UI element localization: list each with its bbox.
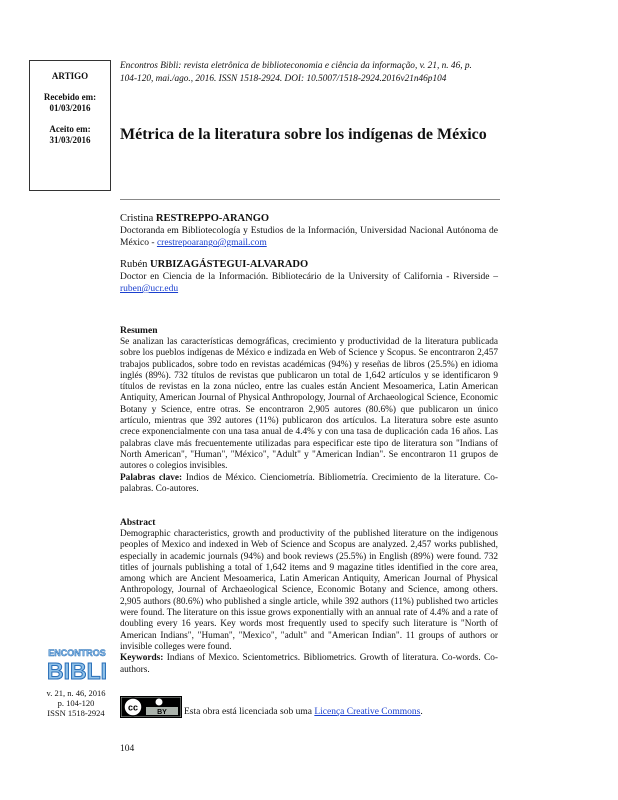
author-affiliation: Doctoranda em Bibliotecología y Estudios de la Información, Universidad Nacional Autónoma de México - crestrepoarango@gmail.com: [120, 226, 498, 248]
resumen-text: Se analizan las características demográficas, crecimiento y productividad de la literatura publicada sobre los pueblos indígenas de México e indizada en Web of Science y Scopus. Se encontraron 2,457 trabajos publicados, sobre todo en revistas académicas (94%) y reseñas de libros (25.5%) en idioma inglés (89%). 732 títulos de revistas que publicaron un total de 1,642 artículos y se identificaron 9 títulos de revistas en la zona núcleo, entre las cuales están Ancient Mesoamerica, Latin American Antiquity, American Journal of Physical Anthropology, Journal of Archaeological Science, Economic Botany y Science, entre otras. Se encontraron 2,905 autores (80.6%) que publicaron un único artículo, mientras que 392 autores (11%) publicaron dos artículos. La literatura sobre este asunto crece exponencialmente con una tasa anual de 4.4% y con una tasa de duplicación cada 16 años. Las palabras clave más frecuentemente utilizadas para especificar este tipo de literatura son "Indians of North American", "Human", "México", "Adult" y "American Indian". Se encontraron 11 grupos de autores o colegios invisibles.: [120, 337, 498, 472]
author-email-link[interactable]: crestrepoarango@gmail.com: [156, 238, 267, 248]
author-name: Rubén URBIZAGÁSTEGUI-ALVARADO: [120, 259, 309, 270]
resumen-keywords: Palabras clave: Indios de México. Cienciometría. Bibliometría. Crecimiento de la literature. Co-palabras. Co-autores.: [120, 472, 498, 494]
cc-icon-text: cc: [127, 702, 139, 713]
cc-by-badge[interactable]: [120, 696, 182, 718]
journal-reference-line2: 104-120, mai./ago., 2016. ISSN 1518-2924. DOI: 10.5007/1518-2924.2016v21n46p104: [120, 74, 447, 84]
received-label: Recebido em:: [43, 92, 97, 102]
journal-issue-info: [28, 688, 124, 718]
abstract-text: Demographic characteristics, growth and productivity of the published literature on the indigenous peoples of Mexico and indexed in Web of Science and Scopus are analyzed. 2,457 works published, especially in academic journals (94%) and book reviews (25.5%) in English (89%) were found. 732 titles of journals publishing a total of 1,642 items and 9 magazine titles identified in the core area, among which are Ancient Mesoamerica, Latin American Antiquity, American Journal of Physical Anthropology, Journal of Archaeological Science, Economic Botany and Science, among others. 2,905 authors (80.6%) who published a single article, while 392 authors (11%) published two articles were found. The literature on this issue grows exponentially with an annual rate of 4.4% and a rate of doubling every 16 years. Key words most frequently used to specify such literature is "North of American Indians", "Human", "Mexico", "adult" and "American Indian". 11 groups of authors or invisible colleges were found.: [120, 529, 498, 652]
creative-commons-link[interactable]: Licença Creative Commons: [314, 707, 421, 717]
logo-main-text: BIBLI: [46, 658, 108, 683]
journal-pages: p. 104-120: [57, 698, 95, 708]
author-email-link[interactable]: ruben@ucr.edu: [120, 284, 179, 294]
accepted-label: Aceito em:: [49, 124, 91, 134]
resumen-heading: Resumen: [120, 326, 158, 336]
resumen-section: [120, 325, 498, 495]
license-statement: Esta obra está licenciada sob uma Licença Creative Commons.: [184, 707, 423, 717]
encontros-bibli-logo: [39, 645, 115, 683]
article-dates-box: [29, 60, 111, 191]
author-block-1: [120, 212, 498, 249]
author-block-2: [120, 258, 498, 295]
article-title: Métrica de la literatura sobre los indígenas de México: [120, 126, 487, 143]
by-text: BY: [157, 709, 167, 716]
author-name: Cristina RESTREPPO-ARANGO: [120, 213, 270, 224]
journal-reference-line1: Encontros Bibli: revista eletrônica de biblioteconomia e ciência da informação, v. 21, n. 46, p.: [120, 61, 472, 71]
abstract-section: [120, 517, 498, 676]
journal-reference: [120, 60, 492, 86]
accepted-date: 31/03/2016: [49, 135, 91, 145]
journal-issn: ISSN 1518-2924: [47, 708, 105, 718]
page-number: 104: [120, 744, 135, 754]
journal-volume: v. 21, n. 46, 2016: [46, 688, 106, 698]
author-affiliation: Doctor en Ciencia de la Información. Bibliotecário de la University of California - Riverside – ruben@ucr.edu: [120, 272, 498, 294]
title-divider: [120, 199, 500, 200]
article-type: ARTIGO: [51, 71, 89, 81]
abstract-keywords: Keywords: Indians of Mexico. Scientometrics. Bibliometrics. Growth of literatura. Co-words. Co-authors.: [120, 653, 498, 675]
received-date: 01/03/2016: [49, 103, 91, 113]
logo-top-text: ENCONTROS: [48, 648, 106, 658]
abstract-heading: Abstract: [120, 518, 156, 528]
by-person-icon: [156, 699, 163, 706]
